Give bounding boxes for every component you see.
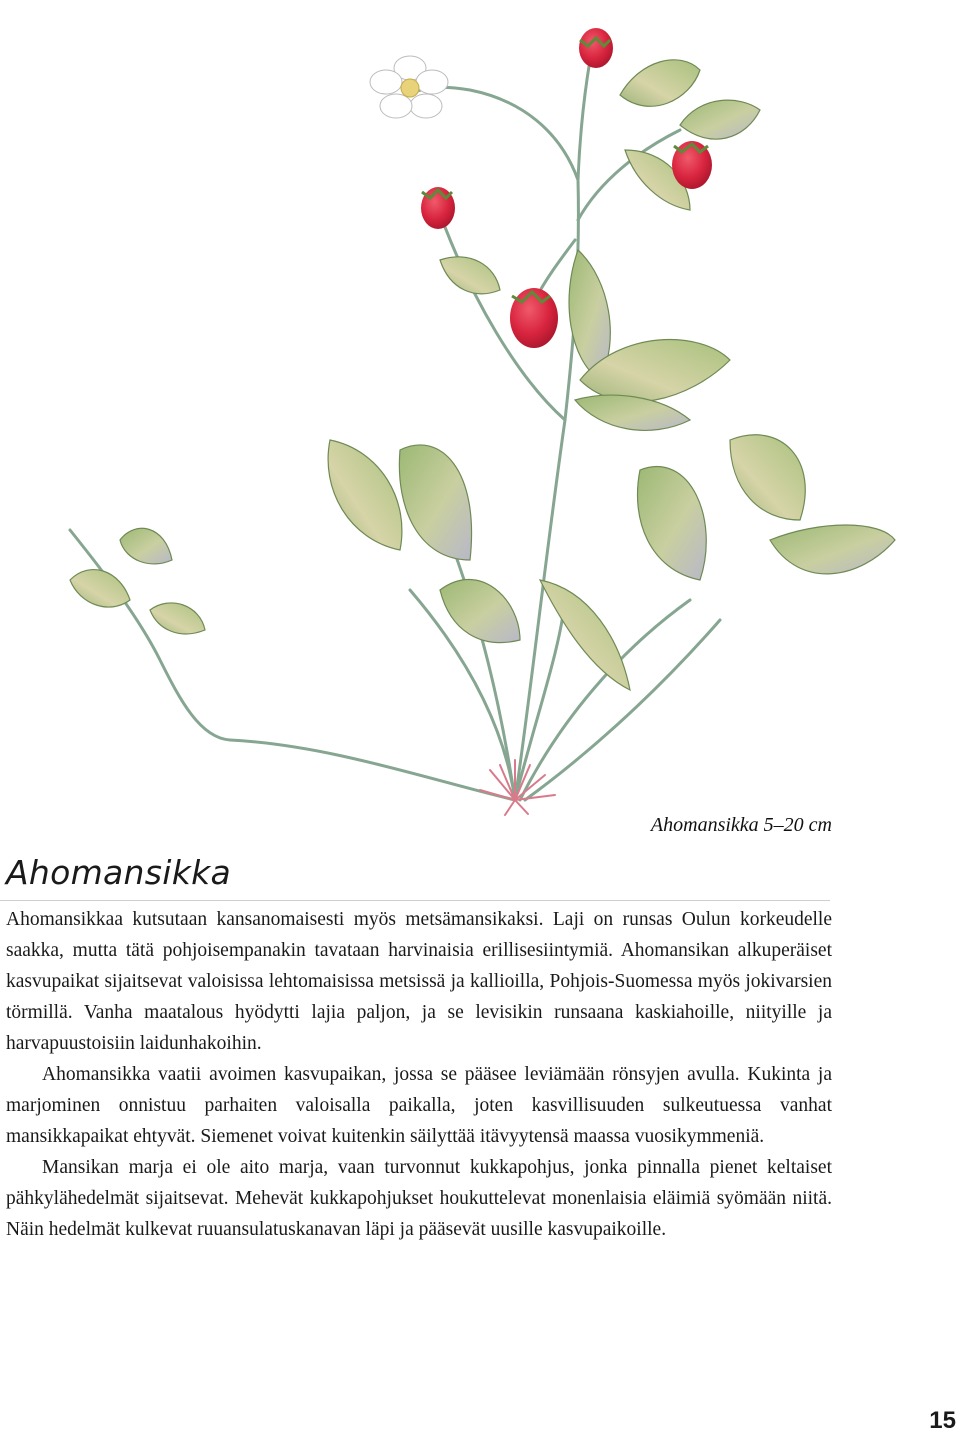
body-text bbox=[6, 904, 832, 1245]
figure-caption: Ahomansikka 5–20 cm bbox=[650, 814, 832, 836]
title-divider bbox=[0, 900, 830, 901]
paragraph: Ahomansikka vaatii avoimen kasvupaikan, jossa se pääsee leviämään rönsyjen avulla. Kukinta ja marjominen onnistuu parhaiten valoisalla paikalla, joten kasvillisuuden sulkeutuessa vanhat mansikkapaikat ehtyvät. Siemenet voivat kuitenkin säilyttää itävyytensä maassa vuosikymmeniä. bbox=[6, 1064, 832, 1147]
page-title: Ahomansikka bbox=[6, 853, 232, 892]
paragraph: Mansikan marja ei ole aito marja, vaan turvonnut kukkapohjus, jonka pinnalla pienet keltaiset pähkylähedelmät sijaitsevat. Mehevät kukkapohjukset houkuttelevat monenlaisia eläimiä syömään niitä. Näin hedelmät kulkevat ruuansulatuskanavan läpi ja pääsevät uusille kasvupaikoille. bbox=[6, 1157, 832, 1240]
paragraph: Ahomansikkaa kutsutaan kansanomaisesti myös metsämansikaksi. Laji on runsas Oulun korkeudelle saakka, mutta tätä pohjoisempanakin tavataan harvinaisia erillisesiintymiä. Ahomansikan alkuperäiset kasvupaikat sijaitsevat valoisissa lehtomaisissa metsissä ja kallioilla, Pohjois-Suomessa myös jokivarsien törmillä. Vanha maatalous hyödytti lajia paljon, ja se levisikin runsaana kaskiahoille, niityille ja harvapuustoisiin laidunhakoihin. bbox=[6, 909, 832, 1054]
page-number: 15 bbox=[929, 1407, 956, 1434]
